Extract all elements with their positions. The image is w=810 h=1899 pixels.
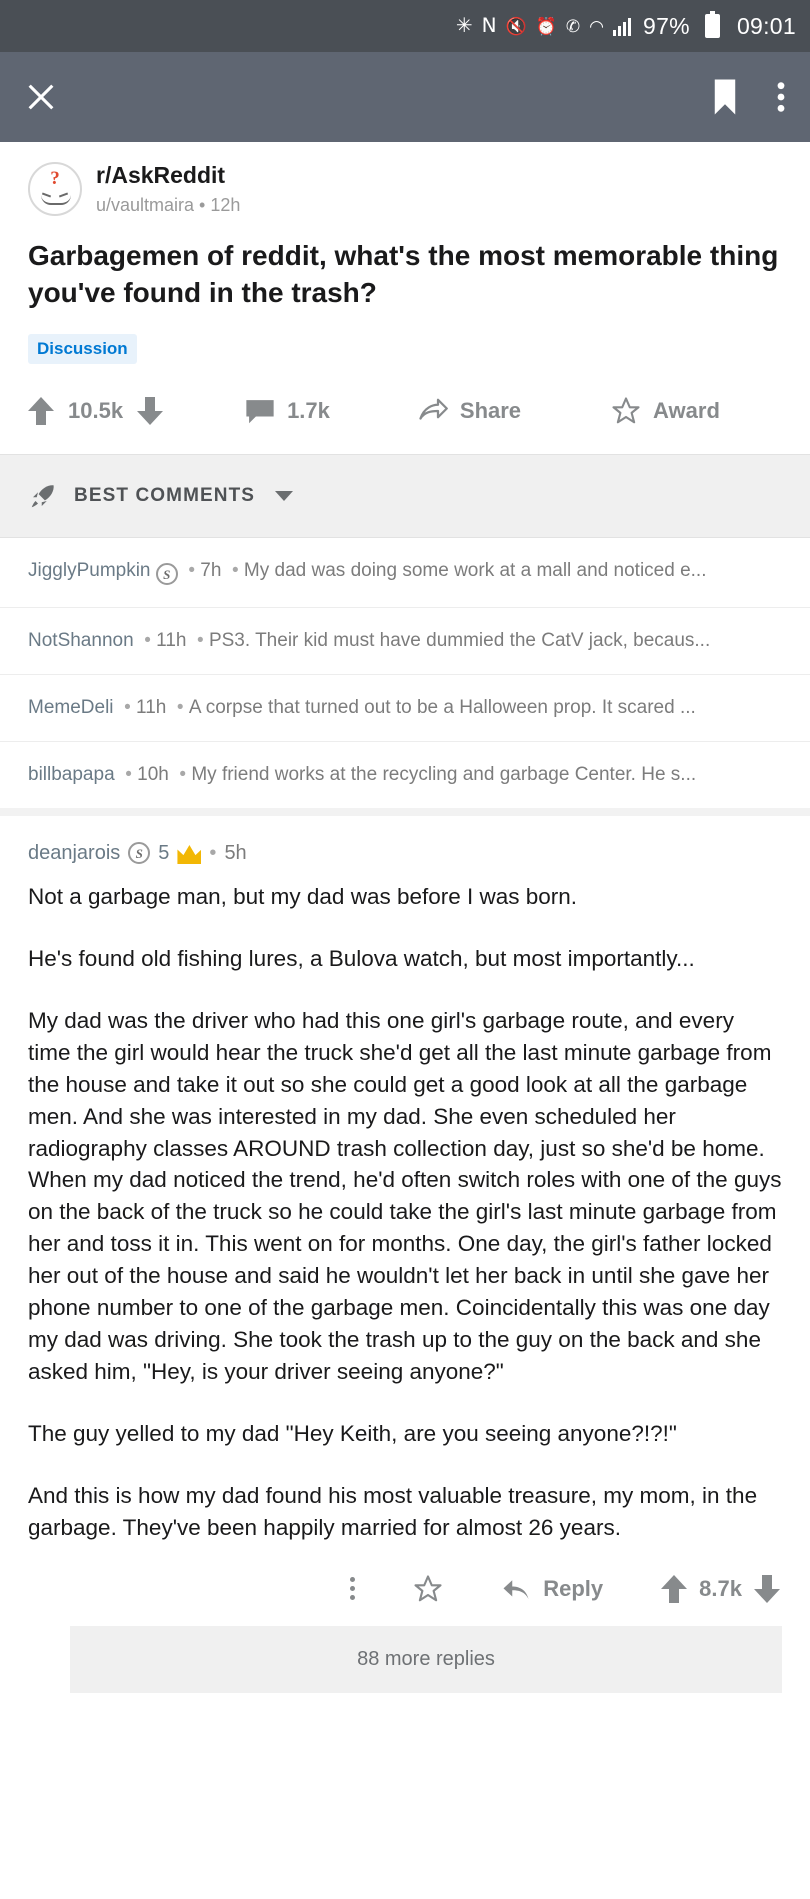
downvote-icon[interactable] (137, 397, 163, 425)
list-item[interactable]: NotShannon • 11h • PS3. Their kid must have dummied the CatV jack, becaus... (0, 608, 810, 675)
signal-icon (613, 16, 631, 36)
close-icon[interactable] (24, 80, 58, 114)
comment-paragraph: Not a garbage man, but my dad was before I was born. (28, 883, 578, 909)
award-star-icon (611, 396, 641, 426)
comment-preview: PS3. Their kid must have dummied the CatV jack, becaus... (208, 629, 711, 651)
comment-preview: A corpse that turned out to be a Halloween prop. It scared ... (188, 696, 696, 718)
post-flair[interactable]: Discussion (28, 334, 137, 364)
alarm-icon: ⏰ (535, 16, 557, 36)
app-toolbar (0, 52, 810, 142)
main-comment (0, 816, 810, 1544)
overflow-menu-icon[interactable] (776, 80, 786, 114)
comment-author[interactable]: deanjarois (28, 841, 121, 864)
comment-time: 7h (200, 559, 222, 581)
list-item[interactable]: MemeDeli • 11h • A corpse that turned out to be a Halloween prop. It scared ... (0, 675, 810, 742)
status-bar (0, 0, 810, 52)
upvote-icon[interactable] (28, 397, 54, 425)
silver-award-icon: S (156, 563, 178, 585)
post-action-bar (0, 364, 810, 454)
question-mark-icon: ? (50, 168, 60, 189)
main-comment-body (28, 881, 782, 1544)
silver-award-count: 5 (158, 841, 170, 864)
bottom-spacer (0, 1693, 810, 1733)
comment-author[interactable]: billbapapa (28, 763, 115, 785)
post-container (0, 142, 810, 364)
post-meta (96, 162, 240, 216)
post-score: 10.5k (68, 397, 124, 423)
battery-percent: 97% (643, 12, 690, 39)
mute-icon: 🔇 (505, 16, 527, 36)
post-comment-count: 1.7k (287, 397, 330, 423)
avatar-mouth (41, 195, 71, 205)
subreddit-name[interactable]: r/AskReddit (96, 162, 226, 188)
sort-bar[interactable] (0, 454, 810, 538)
battery-icon (705, 14, 720, 38)
comment-paragraph: He's found old fishing lures, a Bulova watch, but most importantly... (28, 945, 695, 971)
comment-reply-button[interactable] (501, 1576, 603, 1602)
wifi-icon: ◠ (589, 16, 604, 36)
comment-paragraph: The guy yelled to my dad "Hey Keith, are you seeing anyone?!?!" (28, 1421, 677, 1447)
rocket-icon (28, 481, 58, 511)
page-title: Garbagemen of reddit, what's the most memorable thing you've found in the trash? (28, 240, 779, 308)
comment-time: 10h (137, 763, 169, 785)
comment-action-bar (0, 1544, 810, 1626)
more-replies-button[interactable]: 88 more replies (70, 1626, 782, 1693)
post-author-line: u/vaultmaira • 12h (96, 194, 241, 215)
status-icons (456, 13, 796, 40)
post-share-label: Share (459, 397, 522, 423)
post-award-label: Award (653, 397, 720, 423)
list-item[interactable]: billbapapa • 10h • My friend works at the recycling and garbage Center. He s... (0, 742, 810, 816)
post-vote-group (28, 397, 163, 425)
comment-preview: My dad was doing some work at a mall and noticed e... (243, 559, 707, 581)
comment-preview: My friend works at the recycling and garbage Center. He s... (191, 763, 697, 785)
comment-score: 8.7k (699, 1575, 742, 1601)
post-comments-button[interactable] (245, 397, 330, 425)
comment-author[interactable]: MemeDeli (28, 696, 114, 718)
bluetooth-icon: ✳ (455, 15, 473, 37)
toolbar-left (24, 80, 58, 114)
comment-author[interactable]: JigglyPumpkin (28, 559, 151, 581)
comment-time: 11h (136, 696, 167, 718)
sort-label: BEST COMMENTS (74, 484, 256, 506)
comment-award-button[interactable] (413, 1574, 443, 1604)
comment-paragraph: My dad was the driver who had this one girl's garbage route, and every time the girl would hear the truck she'd get all the last minute garbage from the house and take it out so she could get a good look at all the garbage men. And she was interested in my dad. She even scheduled her radiography classes AROUND trash collection day, just so she'd be home. When my dad noticed the trend, he'd often switch roles with one of the guys on the back of the truck so he could take the girl's last minute garbage from her and toss it in. This went on for months. One day, the girl's father locked her out of the house and said he wouldn't let her back in until she gave her phone number to one of the garbage men. Coincidentally this was one day my dad was driving. She took the trash up to the guy on the back and she asked him, "Hey, is your driver seeing anyone?" (28, 1007, 782, 1385)
comment-paragraph: And this is how my dad found his most valuable treasure, my mom, in the garbage. They've been happily married for almost 26 years. (28, 1482, 758, 1540)
silver-award-icon: S (128, 842, 150, 864)
comment-author[interactable]: NotShannon (28, 629, 134, 651)
post-award-button[interactable] (611, 396, 720, 426)
comment-time: 5h (224, 841, 247, 864)
comment-reply-label: Reply (543, 1575, 604, 1601)
phone-icon: ✆ (565, 16, 581, 36)
downvote-icon[interactable] (754, 1575, 780, 1603)
bookmark-icon[interactable] (710, 78, 740, 116)
comment-bubble-icon (245, 397, 275, 425)
reply-arrow-icon (501, 1576, 531, 1602)
subreddit-avatar[interactable] (28, 162, 82, 216)
upvote-icon[interactable] (661, 1575, 687, 1603)
share-icon (418, 398, 448, 424)
chevron-down-icon[interactable] (275, 491, 293, 501)
toolbar-right (710, 78, 786, 116)
nfc-icon: 𝖭 (481, 15, 497, 37)
status-clock: 09:01 (736, 12, 796, 39)
post-share-button[interactable] (418, 398, 521, 424)
gold-award-icon (177, 842, 201, 864)
overflow-menu-icon[interactable] (350, 1577, 355, 1600)
comment-overflow-button[interactable] (350, 1577, 355, 1600)
post-header (28, 162, 782, 216)
main-comment-meta: deanjarois S 5 • 5h (28, 841, 247, 864)
comment-time: 11h (156, 629, 187, 651)
list-item[interactable]: JigglyPumpkin S • 7h • My dad was doing some work at a mall and noticed e... (0, 538, 810, 608)
award-star-icon (413, 1574, 443, 1604)
comment-vote-group (661, 1575, 780, 1603)
